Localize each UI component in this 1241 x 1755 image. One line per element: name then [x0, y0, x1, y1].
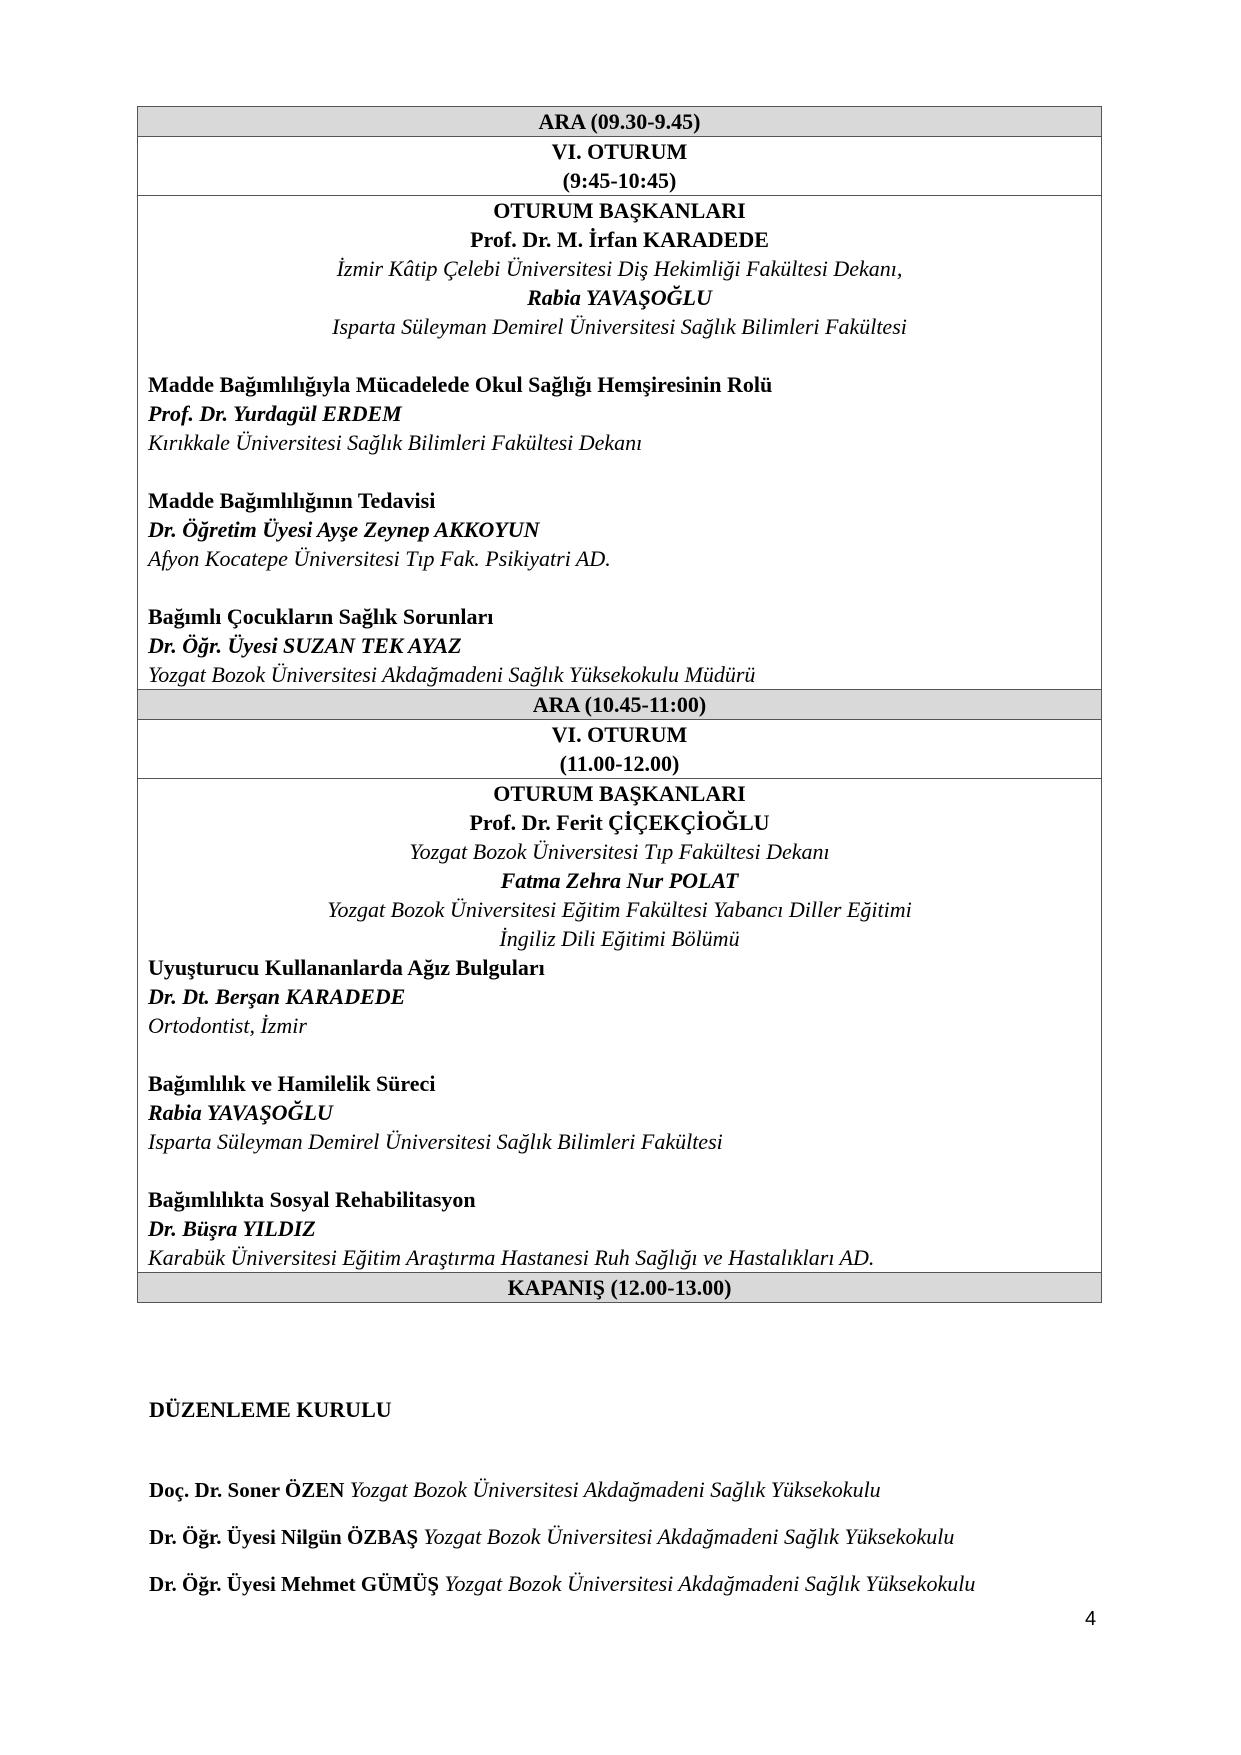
spacer — [148, 457, 1091, 486]
break-label-1: ARA (09.30-9.45) — [138, 107, 1102, 137]
chair-name: Prof. Dr. Ferit ÇİÇEKÇİOĞLU — [469, 810, 770, 835]
talk-item — [148, 1069, 1091, 1156]
committee-member — [149, 1475, 1109, 1505]
break-label-2: ARA (10.45-11:00) — [138, 690, 1102, 720]
session-chairs-2 — [148, 779, 1091, 953]
chair-affiliation: Isparta Süleyman Demirel Üniversitesi Sağlık Bilimleri Fakültesi — [332, 314, 907, 339]
break-row-2 — [138, 690, 1102, 720]
session-body-1 — [138, 196, 1102, 690]
chair-name: Rabia YAVAŞOĞLU — [527, 285, 712, 310]
committee-member — [149, 1569, 1109, 1599]
member-name: Dr. Öğr. Üyesi Nilgün ÖZBAŞ — [149, 1525, 419, 1549]
chair-affiliation: Yozgat Bozok Üniversitesi Tıp Fakültesi Dekanı — [409, 839, 830, 864]
spacer — [148, 1156, 1091, 1185]
session-time-1: (9:45-10:45) — [562, 168, 677, 193]
talk-item — [148, 1185, 1091, 1272]
organizing-committee — [149, 1395, 1109, 1616]
talk-title: Bağımlılıkta Sosyal Rehabilitasyon — [148, 1187, 476, 1212]
chairs-heading: OTURUM BAŞKANLARI — [493, 781, 746, 806]
break-row-1 — [138, 107, 1102, 137]
talk-affiliation: Karabük Üniversitesi Eğitim Araştırma Hastanesi Ruh Sağlığı ve Hastalıkları AD. — [148, 1245, 875, 1270]
session-title-2: VI. OTURUM — [551, 722, 688, 747]
member-affiliation: Yozgat Bozok Üniversitesi Akdağmadeni Sağlık Yüksekokulu — [444, 1571, 976, 1596]
talk-title: Bağımlı Çocukların Sağlık Sorunları — [148, 604, 494, 629]
member-name: Doç. Dr. Soner ÖZEN — [149, 1478, 345, 1502]
closing-label: KAPANIŞ (12.00-13.00) — [138, 1273, 1102, 1303]
talk-speaker: Dr. Büşra YILDIZ — [148, 1216, 316, 1241]
program-table — [137, 106, 1102, 1303]
chairs-heading: OTURUM BAŞKANLARI — [493, 198, 746, 223]
closing-row — [138, 1273, 1102, 1303]
session-title-1: VI. OTURUM — [551, 139, 688, 164]
session-chairs-1 — [148, 196, 1091, 341]
chair-name: Fatma Zehra Nur POLAT — [500, 868, 739, 893]
talk-affiliation: Afyon Kocatepe Üniversitesi Tıp Fak. Psikiyatri AD. — [148, 546, 611, 571]
talk-speaker: Dr. Öğr. Üyesi SUZAN TEK AYAZ — [148, 633, 462, 658]
committee-member — [149, 1522, 1109, 1552]
talk-item — [148, 953, 1091, 1040]
talk-item — [148, 370, 1091, 457]
talk-title: Madde Bağımlılığının Tedavisi — [148, 488, 436, 513]
chair-affiliation: Yozgat Bozok Üniversitesi Eğitim Fakültesi Yabancı Diller Eğitimi — [327, 897, 912, 922]
session-time-2: (11.00-12.00) — [559, 751, 680, 776]
talk-affiliation: Ortodontist, İzmir — [148, 1013, 307, 1038]
member-name: Dr. Öğr. Üyesi Mehmet GÜMÜŞ — [149, 1572, 440, 1596]
member-affiliation: Yozgat Bozok Üniversitesi Akdağmadeni Sağlık Yüksekokulu — [349, 1477, 881, 1502]
talk-speaker: Dr. Öğretim Üyesi Ayşe Zeynep AKKOYUN — [148, 517, 540, 542]
talk-affiliation: Kırıkkale Üniversitesi Sağlık Bilimleri Fakültesi Dekanı — [148, 430, 643, 455]
spacer — [148, 1040, 1091, 1069]
talk-title: Uyuşturucu Kullananlarda Ağız Bulguları — [148, 955, 545, 980]
talk-item — [148, 486, 1091, 573]
page-number: 4 — [1085, 1608, 1097, 1630]
member-affiliation: Yozgat Bozok Üniversitesi Akdağmadeni Sağlık Yüksekokulu — [423, 1524, 955, 1549]
talk-title: Madde Bağımlılığıyla Mücadelede Okul Sağlığı Hemşiresinin Rolü — [148, 372, 773, 397]
committee-heading: DÜZENLEME KURULU — [149, 1397, 392, 1422]
chair-affiliation: İngiliz Dili Eğitimi Bölümü — [499, 926, 740, 951]
talk-item — [148, 602, 1091, 689]
talk-speaker: Rabia YAVAŞOĞLU — [148, 1100, 333, 1125]
spacer — [148, 573, 1091, 602]
talk-affiliation: Isparta Süleyman Demirel Üniversitesi Sağlık Bilimleri Fakültesi — [148, 1129, 723, 1154]
talk-speaker: Dr. Dt. Berşan KARADEDE — [148, 984, 406, 1009]
talk-speaker: Prof. Dr. Yurdagül ERDEM — [148, 401, 402, 426]
session-header-1 — [138, 137, 1102, 196]
chair-name: Prof. Dr. M. İrfan KARADEDE — [470, 227, 769, 252]
session-header-2 — [138, 720, 1102, 779]
talk-title: Bağımlılık ve Hamilelik Süreci — [148, 1071, 436, 1096]
spacer — [148, 341, 1091, 370]
session-body-2 — [138, 779, 1102, 1273]
chair-affiliation: İzmir Kâtip Çelebi Üniversitesi Diş Hekimliği Fakültesi Dekanı, — [336, 256, 903, 281]
talk-affiliation: Yozgat Bozok Üniversitesi Akdağmadeni Sağlık Yüksekokulu Müdürü — [148, 662, 756, 687]
